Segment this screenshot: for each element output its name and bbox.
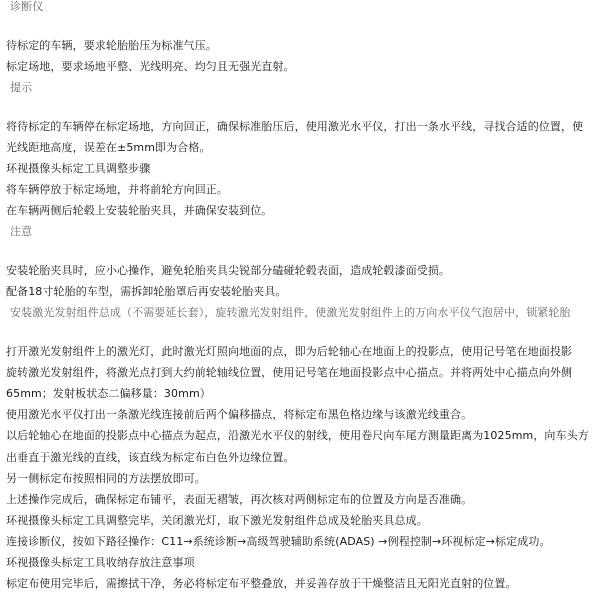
step-line-8: 上述操作完成后，确保标定布铺平，表面无褶皱，再次核对两侧标定布的位置及方向是否准确。 bbox=[6, 493, 473, 506]
step-line-11: 环视摄像头标定工具收纳存放注意事项 bbox=[6, 556, 195, 569]
step-line-1: 打开激光发射组件上的激光灯，此时激光灯照向地面的点，即为后轮轴心在地面上的投影点，使用记号笔在地面投影 bbox=[6, 345, 573, 358]
step-line-10: 连接诊断仪，按如下路径操作：C11→系统诊断→高级驾驶辅助系统(ADAS) →例程控制→环视标定→标定成功。 bbox=[6, 535, 551, 548]
step-line-7: 另一侧标定布按照相同的方法摆放即可。 bbox=[6, 472, 206, 485]
step-line-5: 以后轮轴心在地面的投影点中心描点为起点，沿激光水平仪的射线，使用卷尺向车尾方测量距离为1025mm，向车头方 bbox=[6, 429, 589, 442]
step-line-6: 出垂直于激光线的直线，该直线为标定布白色外边缘位置。 bbox=[6, 451, 295, 464]
section-label-tip: 提示 bbox=[10, 81, 33, 94]
section-label-note: 注意 bbox=[10, 225, 33, 238]
step-line-12: 标定布使用完毕后，需擦拭干净，务必将标定布平整叠放，并妥善存放于干燥整洁且无阳光直射的位置。 bbox=[6, 577, 517, 590]
note-line-1: 安装轮胎夹具时，应小心操作，避免轮胎夹具尖锐部分磕碰轮毂表面，造成轮毂漆面受损。 bbox=[6, 264, 450, 277]
prep-line-2: 标定场地，要求场地平整、光线明亮、均匀且无强光直射。 bbox=[6, 60, 295, 73]
tip-line-2: 光线距地高度，误差在±5mm即为合格。 bbox=[6, 141, 211, 154]
note-line-2: 配备18寸轮胎的车型，需拆卸轮胎罩后再安装轮胎夹具。 bbox=[6, 285, 287, 298]
section-label-diagnostic: 诊断仪 bbox=[10, 0, 44, 13]
tip-line-3: 环视摄像头标定工具调整步骤 bbox=[6, 162, 151, 175]
prep-line-1: 待标定的车辆，要求轮胎胎压为标准气压。 bbox=[6, 39, 217, 52]
step-line-3: 65mm；发射板状态二偏移量：30mm） bbox=[6, 387, 211, 400]
tip-line-1: 将待标定的车辆停在标定场地，方向回正，确保标准胎压后，使用激光水平仪，打出一条水平线，寻找合适的位置，使 bbox=[6, 120, 584, 133]
step-line-4: 使用激光水平仪打出一条激光线连接前后两个偏移描点，将标定布黑色格边缘与该激光线重合。 bbox=[6, 408, 473, 421]
step-line-9: 环视摄像头标定工具调整完毕，关闭激光灯，取下激光发射组件总成及轮胎夹具总成。 bbox=[6, 514, 428, 527]
step-line-2: 旋转激光发射组件，将激光点打到大约前轮轴线位置，使用记号笔在地面投影点中心描点。并将两处中心描点向外侧 bbox=[6, 366, 573, 379]
install-line: 安装激光发射组件总成（不需要延长套），旋转激光发射组件，使激光发射组件上的万向水平仪气泡居中，锁紧轮胎 bbox=[10, 306, 571, 319]
tip-line-4: 将车辆停放于标定场地，并将前轮方向回正。 bbox=[6, 183, 228, 196]
tip-line-5: 在车辆两侧后轮毂上安装轮胎夹具，并确保安装到位。 bbox=[6, 204, 273, 217]
